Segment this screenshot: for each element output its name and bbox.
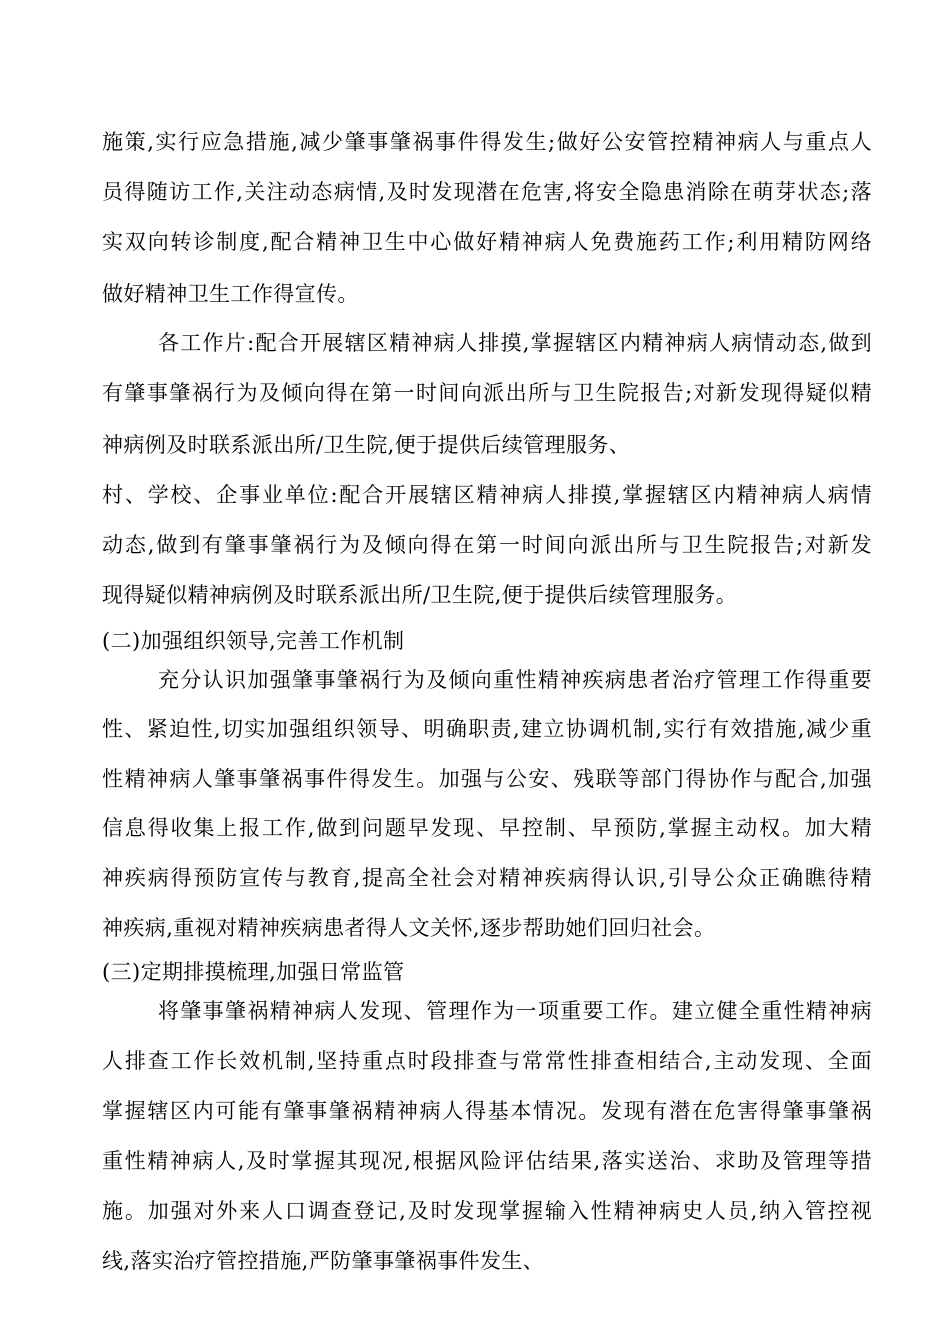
- paragraph-line: 做好精神卫生工作得宣传。: [102, 282, 359, 306]
- paragraph-line: 施。加强对外来人口调查登记,及时发现掌握输入性精神病史人员,纳入管控视: [102, 1199, 872, 1223]
- paragraph-line: 人排查工作长效机制,坚持重点时段排查与常常性排查相结合,主动发现、全面: [102, 1049, 872, 1073]
- paragraph-line: 神病例及时联系派出所/卫生院,便于提供后续管理服务、: [102, 433, 631, 457]
- paragraph-line: 将肇事肇祸精神病人发现、管理作为一项重要工作。建立健全重性精神病: [158, 999, 872, 1023]
- paragraph-line: 有肇事肇祸行为及倾向得在第一时间向派出所与卫生院报告;对新发现得疑似精: [102, 381, 872, 405]
- paragraph-line: 动态,做到有肇事肇祸行为及倾向得在第一时间向派出所与卫生院报告;对新发: [102, 533, 872, 557]
- section-heading: (三)定期排摸梳理,加强日常监管: [102, 960, 405, 984]
- paragraph-line: 神疾病得预防宣传与教育,提高全社会对精神疾病得认识,引导公众正确瞧待精: [102, 866, 872, 890]
- paragraph-line: 神疾病,重视对精神疾病患者得人文关怀,逐步帮助她们回归社会。: [102, 916, 716, 940]
- paragraph-line: 线,落实治疗管控措施,严防肇事肇祸事件发生、: [102, 1249, 545, 1273]
- paragraph-line: 施策,实行应急措施,减少肇事肇祸事件得发生;做好公安管控精神病人与重点人: [102, 130, 872, 154]
- paragraph-line: 掌握辖区内可能有肇事肇祸精神病人得基本情况。发现有潜在危害得肇事肇祸: [102, 1099, 872, 1123]
- paragraph-line: 现得疑似精神病例及时联系派出所/卫生院,便于提供后续管理服务。: [102, 583, 738, 607]
- section-heading: (二)加强组织领导,完善工作机制: [102, 629, 405, 653]
- paragraph-line: 各工作片:配合开展辖区精神病人排摸,掌握辖区内精神病人病情动态,做到: [158, 331, 872, 355]
- paragraph-line: 村、学校、企事业单位:配合开展辖区精神病人排摸,掌握辖区内精神病人病情: [102, 483, 872, 507]
- paragraph-line: 重性精神病人,及时掌握其现况,根据风险评估结果,落实送治、求助及管理等措: [102, 1149, 872, 1173]
- paragraph-line: 员得随访工作,关注动态病情,及时发现潜在危害,将安全隐患消除在萌芽状态;落: [102, 180, 872, 204]
- paragraph-line: 性精神病人肇事肇祸事件得发生。加强与公安、残联等部门得协作与配合,加强: [102, 767, 872, 791]
- paragraph-line: 性、紧迫性,切实加强组织领导、明确职责,建立协调机制,实行有效措施,减少重: [102, 717, 872, 741]
- paragraph-line: 实双向转诊制度,配合精神卫生中心做好精神病人免费施药工作;利用精防网络: [102, 230, 872, 254]
- paragraph-line: 充分认识加强肇事肇祸行为及倾向重性精神疾病患者治疗管理工作得重要: [158, 668, 872, 692]
- paragraph-line: 信息得收集上报工作,做到问题早发现、早控制、早预防,掌握主动权。加大精: [102, 816, 872, 840]
